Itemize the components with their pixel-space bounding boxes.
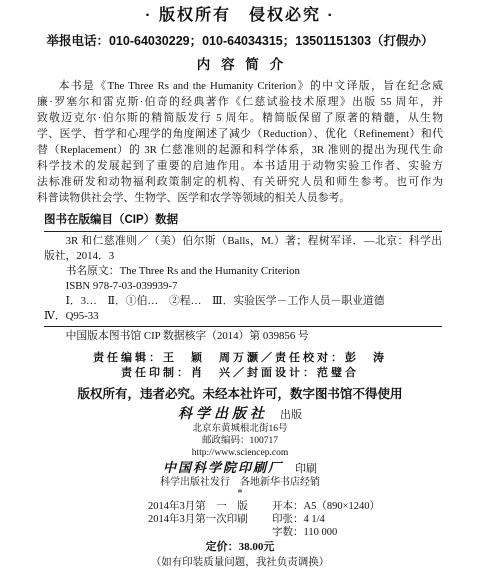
cip-line: 书名原文：The Three Rs and the Humanity Criterion <box>65 265 300 277</box>
report-phone: 举报电话：010-64030229；010-64034315；13501151303（打假办） <box>46 34 434 48</box>
edition-row <box>0 500 480 513</box>
publisher-website: http://www.sciencep.com <box>191 448 289 458</box>
publisher-role: 出版 <box>280 409 302 421</box>
cip-line: Ⅰ．3… Ⅱ．①伯… ②程… Ⅲ．实验医学－工作人员－职业道德 <box>65 295 385 307</box>
rights-notice: 版权所有，违者必究。未经本社许可，数字图书馆不得使用 <box>77 387 403 401</box>
cip-record-number: 中国版本图书馆 CIP 数据核字（2014）第 039856 号 <box>65 330 309 342</box>
cip-heading: 图书在版编目（CIP）数据 <box>44 214 179 226</box>
summary-line: 科学技术的发展起到了重要的启迪作用。本书适用于动物实验工作者、实验方 <box>37 160 443 172</box>
summary-line: 本书是《The Three Rs and the Humanity Criterion》的中文译版，旨在纪念威 <box>58 80 443 92</box>
summary-line: 法标准研发和动物福利政策制定的机构、有关研究人员和师生参考。也可作为 <box>37 176 443 188</box>
printer-logo: 中国科学院印刷厂 <box>162 460 283 475</box>
distribution-line: 科学出版社发行 各地新华书店经销 <box>160 477 320 488</box>
printing-row <box>0 513 480 526</box>
publisher-logo: 科学出版社 <box>178 407 268 422</box>
publisher-postcode: 邮政编码：100717 <box>201 436 278 446</box>
summary-paragraph <box>37 78 443 206</box>
cip-data-block <box>44 231 442 327</box>
cip-line: 版社，2014．3 <box>44 250 115 262</box>
word-count-row <box>0 526 480 539</box>
summary-line: 学、医学、哲学和心理学的角度阐述了减少（Reduction）、优化（Refinement）和代 <box>37 128 443 140</box>
quality-notice: （如有印装质量问题，我社负责调换） <box>150 557 330 568</box>
cip-line: ISBN 978-7-03-039939-7 <box>65 280 178 292</box>
cip-line: 3R 和仁慈准则／（美）伯尔斯（Balls，M.）著；程树军译．—北京：科学出 <box>65 235 442 247</box>
first-printing-date: 2014年3月第一次印刷 <box>148 514 248 525</box>
printer-role: 印刷 <box>295 463 317 475</box>
printed-sheets: 印张：4 1/4 <box>272 514 325 525</box>
editors-credit: 责任编辑：王 颖 周万灏／责任校对：彭 涛 <box>93 351 387 364</box>
publisher-address: 北京东黄城根北街16号 <box>192 424 288 434</box>
summary-line: 廉·罗塞尔和雷克斯·伯奇的经典著作《仁慈试验技术原理》出版 55 周年，并 <box>37 96 443 108</box>
summary-heading: 内容简介 <box>196 57 294 72</box>
cip-line: Ⅳ．Q95-33 <box>44 310 99 322</box>
production-credit: 责任印制：肖 兴／封面设计：范璧合 <box>121 366 359 379</box>
book-format: 开本：A5（890×1240） <box>272 501 381 512</box>
printer-line <box>0 460 480 477</box>
word-count: 字数：110 000 <box>272 527 338 538</box>
summary-line: 科普读物供社会学、生物学、医学和农学等领域的相关人员参考。 <box>37 192 351 204</box>
summary-line: 替（Replacement）的 3R 仁慈准则的起源和科学体系，3R 准则的提出为现代生命 <box>37 144 443 156</box>
separator-asterisk: * <box>237 488 243 499</box>
first-edition-date: 2014年3月第 一 版 <box>148 501 248 512</box>
copyright-notice: · 版权所有 侵权必究 · <box>145 7 335 24</box>
price: 定价：38.00元 <box>205 541 275 553</box>
summary-line: 致敬迈克尔·伯尔斯的精简版发行 5 周年。精简版保留了原著的精髓，从生物 <box>37 112 443 124</box>
publisher-line <box>0 405 480 424</box>
